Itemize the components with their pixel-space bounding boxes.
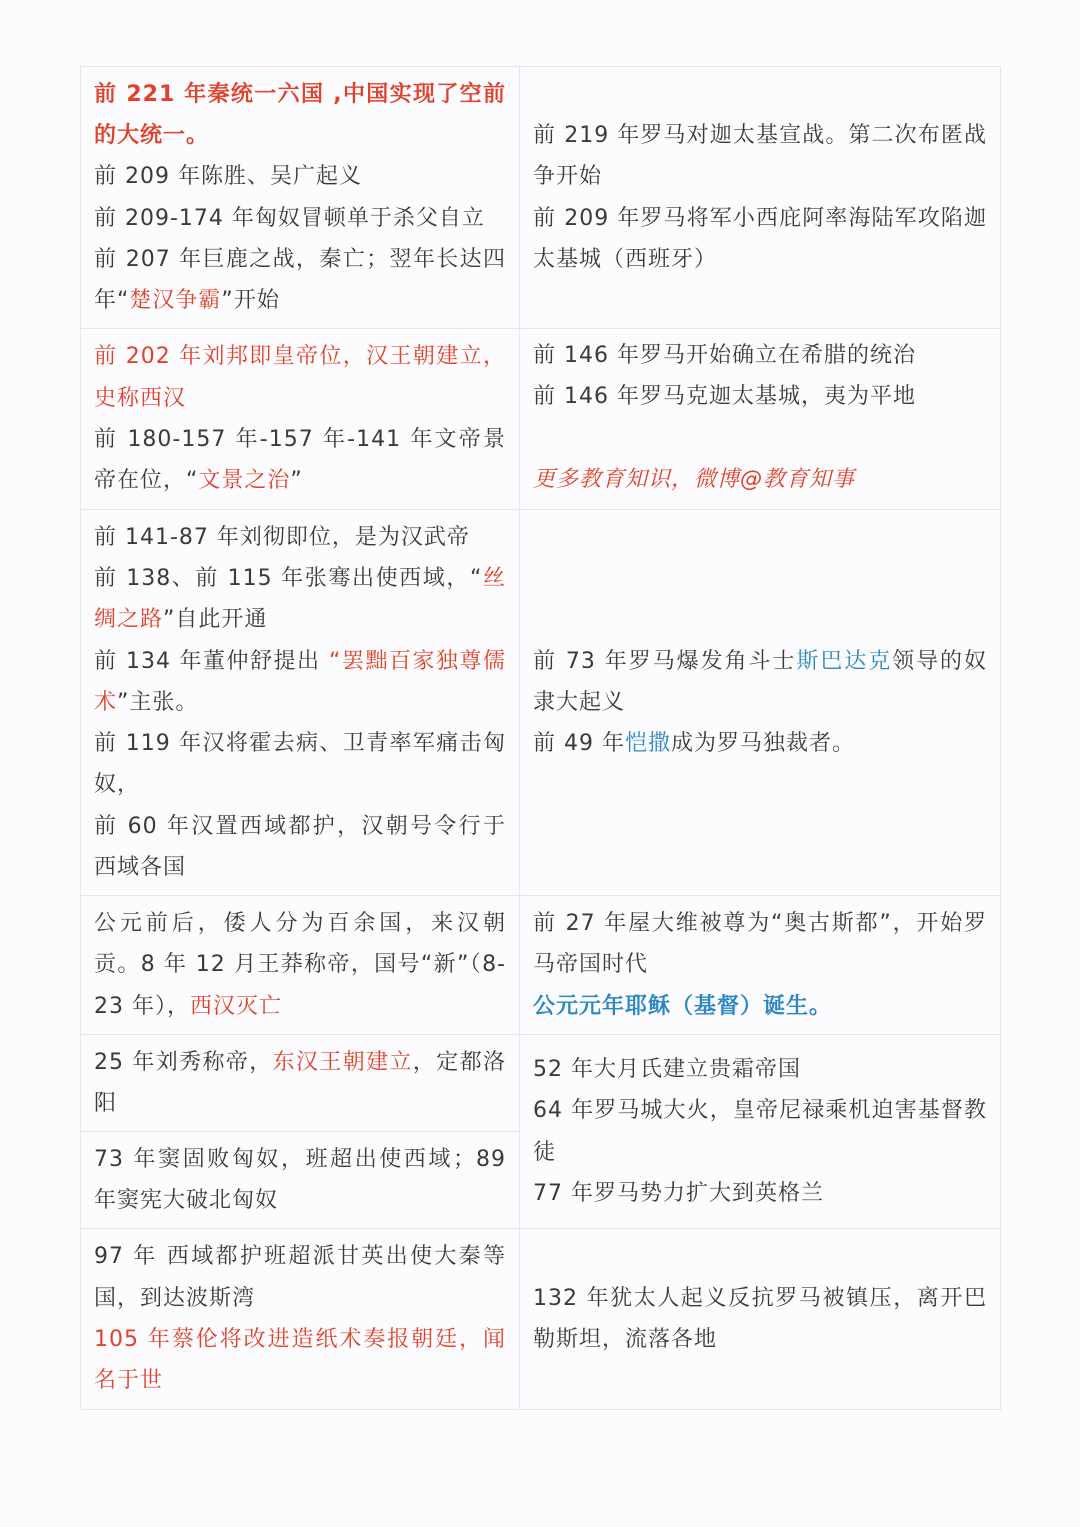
timeline-entry (94, 239, 506, 322)
timeline-entry (94, 723, 506, 806)
timeline-entry (533, 115, 987, 198)
entry-text: 前 138、前 115 年张骞出使西域，“ (94, 565, 483, 591)
entry-text: 前 219 年罗马对迦太基宣战。第二次布匿战争开始 (533, 122, 987, 190)
entry-text: ”主张。 (117, 689, 199, 715)
entry-text: 前 180-157 年-157 年-141 年文帝景帝在位，“ (94, 427, 506, 494)
entry-text: 52 年大月氏建立贵霜帝国 (533, 1056, 801, 1082)
timeline-entry (533, 1049, 987, 1090)
highlighted-text: 公元元年耶稣（基督）诞生。 (533, 993, 833, 1019)
entry-text: 前 60 年汉置西域都护，汉朝号令行于西域各国 (94, 813, 506, 881)
china-cell (81, 510, 520, 896)
entry-text: 97 年 西域都护班超派甘英出使大秦等国，到达波斯湾 (94, 1244, 506, 1311)
timeline-entry (94, 517, 506, 558)
timeline-entry (94, 336, 506, 419)
china-cell (81, 1035, 520, 1132)
highlighted-text: 楚汉争霸 (129, 288, 222, 314)
history-timeline-table (80, 66, 1001, 1410)
table-row (81, 67, 1001, 329)
promo-text: 更多教育知识，微博@教育知事 (533, 466, 856, 492)
highlighted-text: 丝绸之路 (94, 565, 506, 633)
timeline-entry (94, 156, 506, 197)
world-cell (520, 67, 1001, 329)
highlighted-text: 西汉灭亡 (190, 993, 283, 1019)
entry-text: 成为罗马独裁者。 (671, 731, 856, 757)
entry-text: 前 27 年屋大维被尊为“奥古斯都”，开始罗马帝国时代 (533, 911, 987, 978)
blank-line (533, 418, 987, 459)
world-cell (520, 329, 1001, 510)
timeline-entry (94, 419, 506, 502)
entry-text: 领导的奴隶大起义 (533, 648, 987, 715)
china-cell (81, 329, 520, 510)
timeline-entry (94, 641, 506, 724)
timeline-entry (533, 641, 987, 724)
china-cell (81, 1132, 520, 1229)
entry-text: 公元前后，倭人分为百余国，来汉朝贡。8 年 12 月王莽称帝，国号“新”（8-23 年）， (94, 911, 506, 1019)
entry-text: 前 49 年 (533, 731, 625, 757)
entry-text: ” (290, 468, 303, 494)
highlighted-text: 东汉王朝建立 (272, 1049, 413, 1075)
timeline-entry (94, 74, 506, 157)
timeline-entry (533, 198, 987, 281)
highlighted-text: 105 年蔡伦将改进造纸术奏报朝廷，闻名于世 (94, 1327, 506, 1394)
table-row (81, 1229, 1001, 1410)
china-cell (81, 896, 520, 1035)
entry-text: 77 年罗马势力扩大到英格兰 (533, 1180, 824, 1206)
entry-text: 前 209 年罗马将军小西庇阿率海陆军攻陷迦太基城（西班牙） (533, 205, 987, 272)
entry-text: ，定都洛阳 (94, 1049, 506, 1116)
timeline-entry (533, 723, 987, 764)
timeline-entry (533, 986, 987, 1027)
china-cell (81, 67, 520, 329)
timeline-entry (94, 1319, 506, 1402)
world-cell (520, 510, 1001, 896)
highlighted-text: 前 202 年刘邦即皇帝位，汉王朝建立，史称西汉 (94, 344, 506, 411)
timeline-entry (533, 1090, 987, 1173)
entry-text: 前 134 年董仲舒提出 (94, 648, 330, 674)
timeline-entry (533, 1173, 987, 1214)
entry-text: 25 年刘秀称帝， (94, 1049, 273, 1075)
world-cell (520, 1229, 1001, 1410)
highlighted-text: 恺撒 (624, 731, 671, 757)
entry-text: 132 年犹太人起义反抗罗马被镇压，离开巴勒斯坦，流落各地 (533, 1285, 987, 1352)
table-row (81, 510, 1001, 896)
timeline-entry (94, 903, 506, 1027)
table-row (81, 329, 1001, 510)
entry-text: 前 119 年汉将霍去病、卫青率军痛击匈奴， (94, 731, 506, 798)
world-cell (520, 896, 1001, 1035)
entry-text: 73 年窦固败匈奴，班超出使西域；89 年窦宪大破北匈奴 (94, 1146, 506, 1213)
table-row (81, 1035, 1001, 1132)
highlighted-text: 文景之治 (198, 468, 291, 494)
entry-text: 前 141-87 年刘彻即位，是为汉武帝 (94, 524, 470, 550)
entry-text: ”开始 (221, 288, 280, 314)
entry-text: 前 146 年罗马开始确立在希腊的统治 (533, 343, 916, 368)
entry-text: 64 年罗马城大火，皇帝尼禄乘机迫害基督教徒 (533, 1098, 987, 1165)
highlighted-text: 前 221 年秦统一六国 ,中国实现了空前的大统一。 (94, 81, 506, 148)
entry-text: 前 73 年罗马爆发角斗士 (533, 648, 797, 674)
entry-text: 前 146 年罗马克迦太基城，夷为平地 (533, 384, 916, 410)
entry-text: 前 209 年陈胜、吴广起义 (94, 164, 362, 190)
world-cell (520, 1035, 1001, 1229)
timeline-entry (94, 806, 506, 889)
china-cell (81, 1229, 520, 1410)
highlighted-text: 斯巴达克 (796, 648, 893, 674)
entry-text: 前 209-174 年匈奴冒顿单于杀父自立 (94, 205, 485, 231)
timeline-entry (94, 1236, 506, 1319)
timeline-entry (533, 903, 987, 986)
table-row (81, 896, 1001, 1035)
timeline-entry (533, 1278, 987, 1361)
highlighted-text: “罢黜百家独尊儒术 (94, 648, 506, 715)
timeline-entry (94, 1042, 506, 1125)
timeline-entry (94, 1139, 506, 1222)
entry-text: 前 207 年巨鹿之战，秦亡；翌年长达四年“ (94, 246, 506, 314)
timeline-entry (94, 198, 506, 239)
timeline-entry (533, 335, 987, 376)
timeline-entry (94, 558, 506, 641)
timeline-entry (533, 376, 987, 417)
entry-text: ”自此开通 (163, 607, 268, 633)
